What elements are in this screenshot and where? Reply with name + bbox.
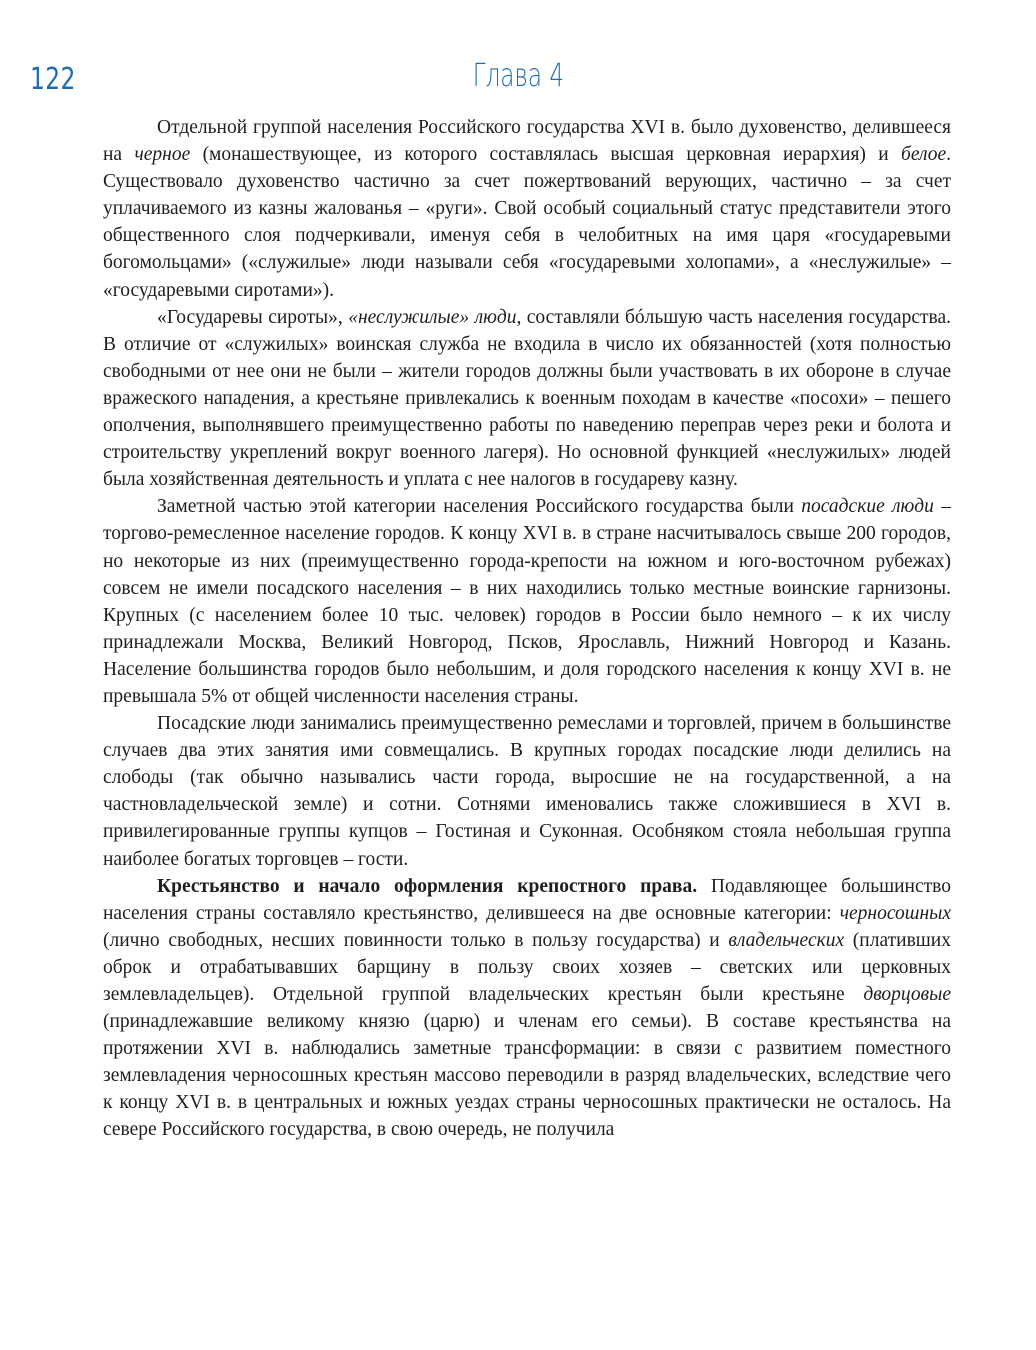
paragraph-peasantry — [103, 873, 951, 1144]
paragraph-townspeople — [103, 493, 951, 710]
text-run: (плативших оброк и отрабатывавших барщину в пользу своих хозяев – светских или церковных землевладельцев). Отдельной группой владельческих крестьян были крестьяне — [103, 929, 951, 1005]
italic-term: белое — [901, 144, 947, 166]
text-run: (лично свободных, несших повинности только в пользу государства) и — [103, 929, 729, 951]
text-run: Отдельной группой населения Российского государства XVI в. было духовенство, делившееся на — [103, 117, 951, 166]
text-run: , составляли бóльшую часть населения государства. В отличие от «служилых» воинская служба не входила в число их обязанностей (хотя полностью свободными от нее они не были – жители городов должны были участвовать в их обороне в случае вражеского нападения, а крестьяне привлекались к военным походам в качестве «посохи» – пешего ополчения, выполнявшего преимущественно работы по наведению переправ через реки и болота и строительству укреплений вокруг военного лагеря). Но основной функцией «неслужилых» людей была хозяйственная деятельность и уплата с нее налогов в государеву казну. — [103, 306, 951, 491]
paragraph-non-serving — [103, 304, 951, 494]
paragraph-crafts-trade — [103, 710, 951, 873]
italic-term: «неслужилые» люди — [348, 306, 517, 328]
text-run: (принадлежавшие великому князю (царю) и членам его семьи). В составе крестьянства на протяжении XVI в. наблюдались заметные трансформации: в связи с развитием поместного землевладения черносошных крестьян массово переводили в разряд владельческих, вследствие чего к концу XVI в. в центральных и южных уездах страны черносошных практически не осталось. На севере Российского государства, в свою очередь, не получила — [103, 1011, 951, 1141]
text-run: Посадские люди занимались преимущественно ремеслами и торговлей, причем в большинстве случаев два этих занятия ими совмещались. В крупных городах посадские люди делились на слободы (так обычно назывались части города, выросшие не на государственной, а на частновладельческой земле) и сотни. Сотнями именовались также сложившиеся в XVI в. привилегированные группы купцов – Гостиная и Суконная. Особняком стояла небольшая группа наиболее богатых торговцев – гости. — [103, 713, 951, 870]
text-run: «Государевы сироты», — [157, 306, 349, 328]
italic-term: черносошных — [839, 902, 951, 924]
italic-term: владельческих — [728, 929, 845, 951]
section-heading: Крестьянство и начало оформления крепостного права. — [157, 875, 698, 897]
text-run: (монашествующее, из которого составлялась высшая церковная иерархия) и — [190, 144, 902, 166]
italic-term: дворцовые — [863, 984, 951, 1005]
text-run: – торгово-ремесленное население городов. К концу XVI в. в стране насчитывалось свыше 200 городов, но некоторые из них (преимущественно города-крепости на южном и юго-восточном рубежах) совсем не имели посадского населения – в них находились только местные воинские гарнизоны. Крупных (с населением более 10 тыс. человек) городов в России было немного – к их числу принадлежали Москва, Великий Новгород, Псков, Ярославль, Нижний Новгород и Казань. Население большинства городов было небольшим, и доля городского населения к концу XVI в. не превышала 5% от общей численности населения страны. — [103, 496, 952, 707]
text-run: Заметной частью этой категории населения Российского государства были — [157, 496, 802, 518]
italic-term: посадские люди — [801, 496, 934, 518]
text-body — [103, 114, 951, 1144]
page-number: 122 — [30, 62, 76, 97]
italic-term: черное — [134, 144, 191, 166]
paragraph-clergy — [103, 114, 951, 304]
text-run: . Существовало духовенство частично за счет пожертвований верующих, частично – за счет уплачиваемого из казны жалованья – «руги». Свой особый социальный статус представители этого общественного слоя подчеркивали, именуя себя в челобитных на имя царя «государевыми богомольцами» («служилые» люди называли себя «государевыми холопами», а «неслужилые» – «государевыми сиротами»). — [103, 144, 952, 301]
text-run: Подавляющее большинство населения страны составляло крестьянство, делившееся на две основные категории: — [103, 875, 951, 924]
chapter-title — [0, 56, 1036, 94]
chapter-title-text: Глава 4 — [472, 56, 564, 94]
